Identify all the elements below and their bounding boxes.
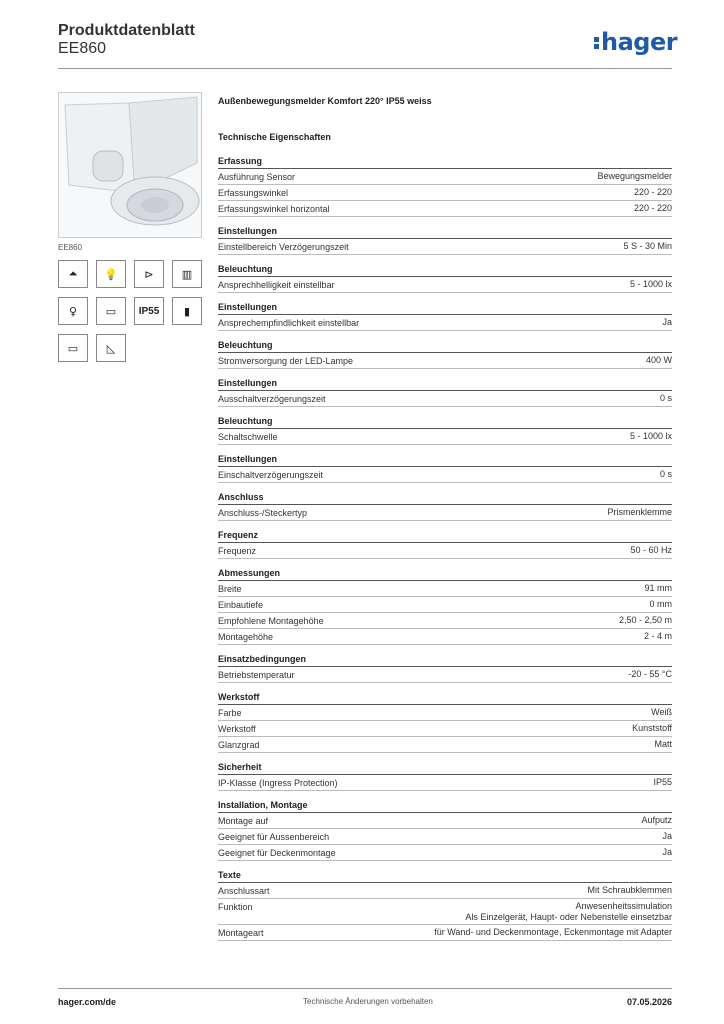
spec-row xyxy=(218,705,672,721)
footer-website: hager.com/de xyxy=(58,997,117,1007)
spec-label: Ausführung Sensor xyxy=(218,172,296,182)
spec-row xyxy=(218,581,672,597)
spec-group-title: Beleuchtung xyxy=(218,340,672,353)
spec-label: Montage auf xyxy=(218,816,269,826)
spec-value: Matt xyxy=(654,739,672,749)
spec-group-title: Beleuchtung xyxy=(218,416,672,429)
spec-label: Empfohlene Montagehöhe xyxy=(218,616,324,626)
spec-value: 0 s xyxy=(659,469,672,479)
spec-label: Geeignet für Aussenbereich xyxy=(218,832,330,842)
spec-value: Kunststoff xyxy=(632,723,672,733)
spec-label: Einbautiefe xyxy=(218,600,264,610)
spec-row xyxy=(218,883,672,899)
spec-row xyxy=(218,543,672,559)
spec-label: Ausschaltverzögerungszeit xyxy=(218,394,326,404)
spec-group xyxy=(218,530,672,559)
spec-value: 5 - 1000 lx xyxy=(629,279,672,289)
spec-value: Bewegungsmelder xyxy=(597,171,672,181)
spec-label: Einstellbereich Verzögerungszeit xyxy=(218,242,349,252)
spec-row xyxy=(218,239,672,255)
spec-label: Einschaltverzögerungszeit xyxy=(218,470,324,480)
spec-value: 400 W xyxy=(645,355,672,365)
spec-group-title: Abmessungen xyxy=(218,568,672,581)
spec-group-title: Erfassung xyxy=(218,156,672,169)
spec-label: Anschluss-/Steckertyp xyxy=(218,508,308,518)
spec-value: Ja xyxy=(662,847,672,857)
spec-group xyxy=(218,870,672,941)
spec-group xyxy=(218,654,672,683)
spec-value: -20 - 55 °C xyxy=(628,669,672,679)
spec-row xyxy=(218,277,672,293)
incandescent-lamp-icon: ♀ xyxy=(58,297,88,325)
spec-row xyxy=(218,813,672,829)
spec-label: Erfassungswinkel horizontal xyxy=(218,204,330,214)
spec-row xyxy=(218,201,672,217)
spec-label: Ansprechhelligkeit einstellbar xyxy=(218,280,335,290)
spec-group-title: Einsatzbedingungen xyxy=(218,654,672,667)
spec-row xyxy=(218,505,672,521)
spec-group xyxy=(218,156,672,217)
spec-group xyxy=(218,568,672,645)
spec-label: Ansprechempfindlichkeit einstellbar xyxy=(218,318,360,328)
product-photo xyxy=(58,92,202,238)
ip55-icon: IP55 xyxy=(134,297,164,325)
footer-date: 07.05.2026 xyxy=(626,997,672,1007)
spec-group-title: Installation, Montage xyxy=(218,800,672,813)
spec-row xyxy=(218,467,672,483)
spec-label: Geeignet für Deckenmontage xyxy=(218,848,336,858)
spec-label: Breite xyxy=(218,584,242,594)
motion-sensor-icon: ⊳ xyxy=(134,260,164,288)
spec-row xyxy=(218,667,672,683)
spec-group xyxy=(218,692,672,753)
spec-group xyxy=(218,378,672,407)
spec-label: IP-Klasse (Ingress Protection) xyxy=(218,778,338,788)
logo-dots-icon xyxy=(594,35,599,51)
spec-row xyxy=(218,721,672,737)
spec-label: Werkstoff xyxy=(218,724,256,734)
ceiling-mount-icon: ⏶ xyxy=(58,260,88,288)
spec-label: Funktion xyxy=(218,902,253,912)
spec-row xyxy=(218,315,672,331)
spec-value: Prismenklemme xyxy=(607,507,672,517)
spec-row xyxy=(218,353,672,369)
spec-group xyxy=(218,492,672,521)
spec-group-title: Frequenz xyxy=(218,530,672,543)
header-divider xyxy=(58,68,672,69)
spec-row xyxy=(218,629,672,645)
spec-row xyxy=(218,737,672,753)
spec-group-title: Einstellungen xyxy=(218,226,672,239)
spec-group xyxy=(218,416,672,445)
spec-label: Glanzgrad xyxy=(218,740,260,750)
spec-row xyxy=(218,391,672,407)
spec-value: 0 mm xyxy=(649,599,672,609)
spec-group xyxy=(218,454,672,483)
spec-value: 2 - 4 m xyxy=(643,631,672,641)
spec-row xyxy=(218,185,672,201)
spec-value: IP55 xyxy=(653,777,672,787)
spec-value: 220 - 220 xyxy=(633,187,672,197)
spec-value: 2,50 - 2,50 m xyxy=(618,615,672,625)
spec-label: Montagehöhe xyxy=(218,632,274,642)
spec-value: 50 - 60 Hz xyxy=(630,545,672,555)
spec-label: Stromversorgung der LED-Lampe xyxy=(218,356,354,366)
spec-value: 5 - 1000 lx xyxy=(629,431,672,441)
spec-label: Montageart xyxy=(218,928,264,938)
spec-group xyxy=(218,264,672,293)
spec-group-title: Einstellungen xyxy=(218,454,672,467)
led-driver-icon: ▮ xyxy=(172,297,202,325)
doc-title: Produktdatenblatt xyxy=(58,22,195,39)
spec-group xyxy=(218,340,672,369)
spec-value: Ja xyxy=(662,317,672,327)
spec-group-title: Beleuchtung xyxy=(218,264,672,277)
spec-group xyxy=(218,800,672,861)
product-code: EE860 xyxy=(58,40,107,57)
fluorescent-lamp-icon: ▥ xyxy=(172,260,202,288)
spec-value: 0 s xyxy=(659,393,672,403)
spec-value: für Wand- und Deckenmontage, Eckenmontage mit Adapter xyxy=(434,927,672,937)
lightbulb-icon: 💡 xyxy=(96,260,126,288)
spec-row xyxy=(218,845,672,861)
image-caption: EE860 xyxy=(58,243,83,252)
spec-group xyxy=(218,762,672,791)
spec-value: Anwesenheitssimulation Als Einzelgerät, Haupt- oder Nebenstelle einsetzbar xyxy=(465,901,672,922)
spec-row xyxy=(218,613,672,629)
spec-group-title: Einstellungen xyxy=(218,378,672,391)
spec-label: Farbe xyxy=(218,708,242,718)
spec-value: 91 mm xyxy=(644,583,672,593)
tech-title: Technische Eigenschaften xyxy=(218,132,331,142)
footer-notice: Technische Änderungen vorbehalten xyxy=(303,997,433,1006)
spec-group xyxy=(218,226,672,255)
spec-group-title: Werkstoff xyxy=(218,692,672,705)
spec-row xyxy=(218,829,672,845)
spec-group-title: Sicherheit xyxy=(218,762,672,775)
linear-lamp-icon: ▭ xyxy=(58,334,88,362)
spec-label: Betriebstemperatur xyxy=(218,670,295,680)
tube-lamp-icon: ▭ xyxy=(96,297,126,325)
spec-content xyxy=(218,96,672,950)
spec-row xyxy=(218,899,672,925)
spec-row xyxy=(218,597,672,613)
footer-divider xyxy=(58,988,672,989)
spec-group-title: Texte xyxy=(218,870,672,883)
spec-label: Anschlussart xyxy=(218,886,270,896)
spec-value: 5 S - 30 Min xyxy=(623,241,672,251)
spec-row xyxy=(218,169,672,185)
spec-value: Aufputz xyxy=(641,815,672,825)
spec-label: Erfassungswinkel xyxy=(218,188,289,198)
spec-row xyxy=(218,775,672,791)
product-title: Außenbewegungsmelder Komfort 220° IP55 weiss xyxy=(218,96,432,106)
wall-mount-sensor-icon: ◺ xyxy=(96,334,126,362)
motion-sensor-image xyxy=(59,93,201,237)
spec-label: Frequenz xyxy=(218,546,257,556)
spec-value: Ja xyxy=(662,831,672,841)
spec-row xyxy=(218,925,672,941)
spec-group-title: Anschluss xyxy=(218,492,672,505)
hager-logo: hager xyxy=(594,28,677,56)
spec-value: Weiß xyxy=(651,707,672,717)
spec-group-title: Einstellungen xyxy=(218,302,672,315)
spec-value: 220 - 220 xyxy=(633,203,672,213)
spec-group xyxy=(218,302,672,331)
spec-row xyxy=(218,429,672,445)
spec-label: Schaltschwelle xyxy=(218,432,278,442)
spec-value: Mit Schraubklemmen xyxy=(587,885,672,895)
spec-groups xyxy=(218,156,672,941)
